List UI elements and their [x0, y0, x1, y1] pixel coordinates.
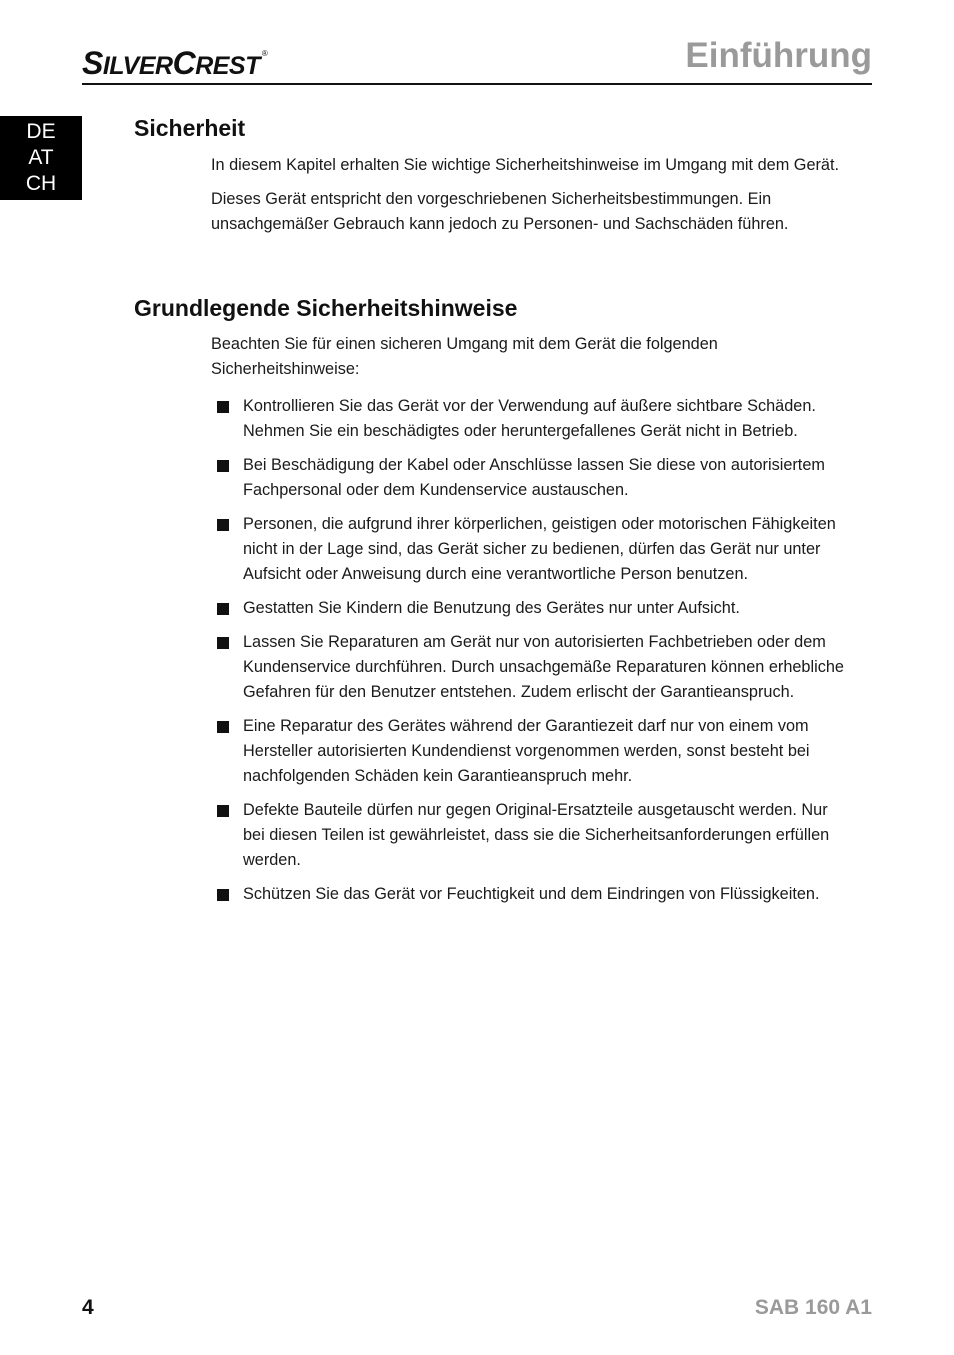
list-item — [217, 882, 847, 907]
list-item-text: Kontrollieren Sie das Gerät vor der Verwendung auf äußere sichtbare Schäden. Nehmen Sie ein beschädigtes oder heruntergefallenes Gerät nicht in Betrieb. — [243, 397, 816, 440]
model-number: SAB 160 A1 — [754, 1296, 872, 1319]
square-bullet-icon — [217, 637, 229, 649]
language-code: AT — [28, 146, 54, 169]
page-number: 4 — [82, 1296, 94, 1319]
section-heading-grundlegende: Grundlegende Sicherheitshinweise — [134, 295, 518, 321]
section-paragraph: Dieses Gerät entspricht den vorgeschriebenen Sicherheitsbestimmungen. Ein unsachgemäßer Gebrauch kann jedoch zu Personen- und Sachschäden führen. — [211, 190, 789, 233]
list-item — [217, 512, 847, 586]
list-item-text: Personen, die aufgrund ihrer körperlichen, geistigen oder motorischen Fähigkeiten nicht in der Lage sind, das Gerät sicher zu bedienen, dürfen das Gerät nur unter Aufsicht oder Anweisung durch eine verantwortliche Person benutzen. — [243, 515, 836, 583]
square-bullet-icon — [217, 603, 229, 615]
safety-list — [217, 394, 847, 916]
list-item — [217, 714, 847, 788]
section-paragraph: In diesem Kapitel erhalten Sie wichtige Sicherheitshinweise im Umgang mit dem Gerät. — [211, 156, 840, 174]
section-heading-sicherheit: Sicherheit — [134, 115, 246, 141]
brand-logo — [82, 34, 267, 86]
list-item — [217, 798, 847, 872]
list-item-text: Eine Reparatur des Gerätes während der Garantiezeit darf nur von einem vom Hersteller autorisierten Kundendienst vorgenommen werden, sonst besteht bei nachfolgenden Schäden kein Garantieanspruch mehr. — [243, 717, 810, 785]
brand-logo-text: ILVER — [102, 52, 173, 80]
registered-mark: ® — [261, 49, 268, 58]
square-bullet-icon — [217, 889, 229, 901]
square-bullet-icon — [217, 401, 229, 413]
page-title: Einführung — [685, 36, 872, 75]
brand-logo-letter: C — [172, 45, 196, 81]
list-item-text: Defekte Bauteile dürfen nur gegen Original-Ersatzteile ausgetauscht werden. Nur bei diesen Teilen ist gewährleistet, dass sie die Sicherheitsanforderungen erfüllen werden. — [243, 801, 830, 869]
brand-logo-letter: S — [82, 45, 103, 81]
brand-logo-text: REST — [195, 52, 260, 80]
list-item — [217, 596, 847, 621]
square-bullet-icon — [217, 721, 229, 733]
list-item-text: Lassen Sie Reparaturen am Gerät nur von autorisierten Fachbetrieben oder dem Kundenservice durchführen. Durch unsachgemäße Reparaturen können erhebliche Gefahren für den Benutzer entstehen. Zudem erlischt der Garantieanspruch. — [243, 633, 844, 701]
list-item-text: Bei Beschädigung der Kabel oder Anschlüsse lassen Sie diese von autorisiertem Fachpersonal oder dem Kundenservice austauschen. — [243, 456, 825, 499]
list-item — [217, 453, 847, 503]
list-item-text: Gestatten Sie Kindern die Benutzung des Gerätes nur unter Aufsicht. — [243, 599, 740, 618]
list-item-text: Schützen Sie das Gerät vor Feuchtigkeit und dem Eindringen von Flüssigkeiten. — [243, 885, 820, 904]
square-bullet-icon — [217, 805, 229, 817]
language-tab — [0, 116, 82, 200]
language-code: CH — [25, 172, 57, 195]
square-bullet-icon — [217, 519, 229, 531]
section-intro: Beachten Sie für einen sicheren Umgang mit dem Gerät die folgenden Sicherheitshinweise: — [211, 335, 718, 378]
list-item — [217, 394, 847, 444]
header-divider — [82, 83, 872, 85]
list-item — [217, 630, 847, 704]
language-code: DE — [26, 120, 56, 143]
square-bullet-icon — [217, 460, 229, 472]
